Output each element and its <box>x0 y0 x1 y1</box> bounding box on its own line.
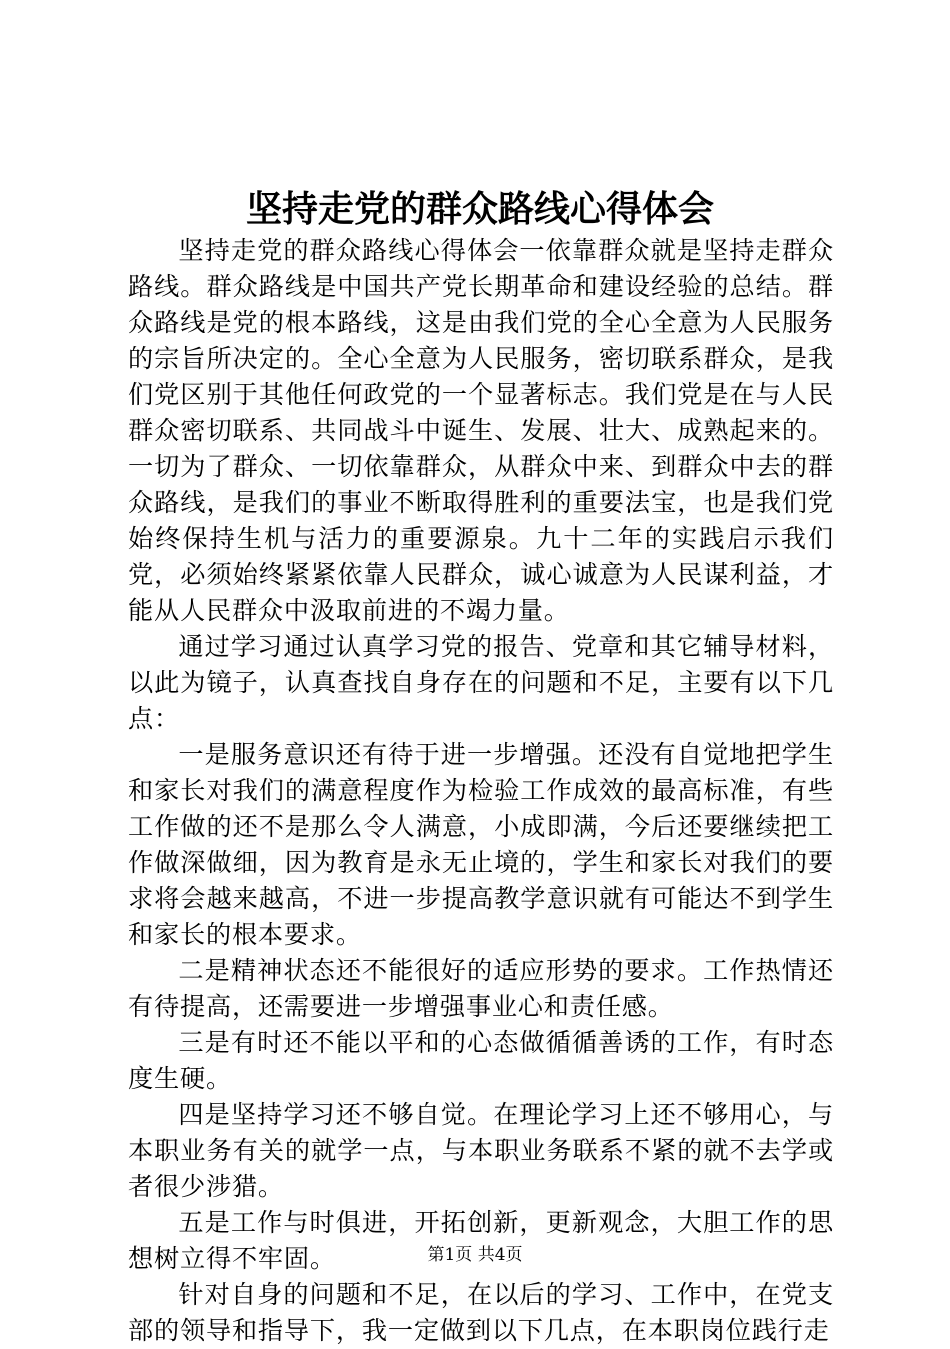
paragraph: 二是精神状态还不能很好的适应形势的要求。工作热情还有待提高，还需要进一步增强事业心和责任感。 <box>128 956 834 1021</box>
paragraph: 针对自身的问题和不足，在以后的学习、工作中，在党支部的领导和指导下，我一定做到以下几点，在本职岗位践行走 <box>128 1280 834 1345</box>
paragraph: 坚持走党的群众路线心得体会一依靠群众就是坚持走群众路线。群众路线是中国共产党长期革命和建设经验的总结。群众路线是党的根本路线，这是由我们党的全心全意为人民服务的宗旨所决定的。全心全意为人民服务，密切联系群众，是我们党区别于其他任何政党的一个显著标志。我们党是在与人民群众密切联系、共同战斗中诞生、发展、壮大、成熟起来的。一切为了群众、一切依靠群众，从群众中来、到群众中去的群众路线，是我们的事业不断取得胜利的重要法宝，也是我们党始终保持生机与活力的重要源泉。九十二年的实践启示我们党，必须始终紧紧依靠人民群众，诚心诚意为人民谋利益，才能从人民群众中汲取前进的不竭力量。 <box>128 236 834 625</box>
document-title: 坚持走党的群众路线心得体会 <box>245 188 714 230</box>
paragraph: 三是有时还不能以平和的心态做循循善诱的工作，有时态度生硬。 <box>128 1028 834 1093</box>
page-number-footer: 第1页 共4页 <box>427 1245 523 1265</box>
paragraph: 通过学习通过认真学习党的报告、党章和其它辅导材料，以此为镜子，认真查找自身存在的问题和不足，主要有以下几点： <box>128 632 834 733</box>
paragraph: 四是坚持学习还不够自觉。在理论学习上还不够用心，与本职业务有关的就学一点，与本职业务联系不紧的就不去学或者很少涉猎。 <box>128 1100 834 1201</box>
document-body <box>128 233 834 1349</box>
paragraph: 五是工作与时俱进，开拓创新，更新观念，大胆工作的思想树立得不牢固。 <box>128 1208 834 1273</box>
paragraph: 一是服务意识还有待于进一步增强。还没有自觉地把学生和家长对我们的满意程度作为检验工作成效的最高标准，有些工作做的还不是那么令人满意，小成即满，今后还要继续把工作做深做细，因为教育是永无止境的，学生和家长对我们的要求将会越来越高，不进一步提高教学意识就有可能达不到学生和家长的根本要求。 <box>128 740 834 949</box>
